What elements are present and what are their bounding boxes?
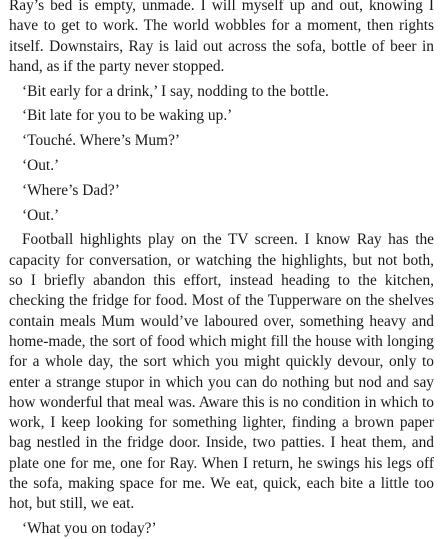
dialogue-line: ‘Bit early for a drink,’ I say, nodding to the bottle. xyxy=(22,82,329,100)
dialogue-line: ‘Out.’ xyxy=(22,206,60,224)
dialogue-line: ‘Where’s Dad?’ xyxy=(22,181,120,199)
dialogue-line: ‘What you on today?’ xyxy=(22,520,157,538)
dialogue-line: ‘Out.’ xyxy=(22,157,60,175)
dialogue-line: ‘Bit late for you to be waking up.’ xyxy=(22,107,233,125)
paragraph-opening: Ray’s bed is empty, unmade. I will myself up and out, knowing I have to get to work. The world wobbles for a moment, then rights itself. Downstairs, Ray is laid out across the sofa, bottle of beer in hand, as if the party never stopped. xyxy=(9,0,434,75)
dialogue-line: ‘Touché. Where’s Mum?’ xyxy=(22,132,181,150)
paragraph-narrative: Football highlights play on the TV screen. I know Ray has the capacity for conversation, or watching the highlights, but not both, so I briefly abandon this effort, instead heading to the kitchen, checking the fridge for food. Most of the Tupperware on the shelves contain meals Mum would’ve laboured over, something heavy and home-made, the sort of food which might fill the house with longing for a whole day, the sort which you might quickly devour, only to enter a strange stupor in which you can do nothing but nod and say how wonderful that meal was. Aware this is no condition in which to work, I keep looking for something lighter, finding a brown paper bag nestled in the fridge door. Inside, two patties. I heat them, and plate one for me, one for Ray. When I return, he swings his legs off the sofa, making space for me. We eat, quick, each bite a little too hot, but still, we eat. xyxy=(9,231,434,513)
